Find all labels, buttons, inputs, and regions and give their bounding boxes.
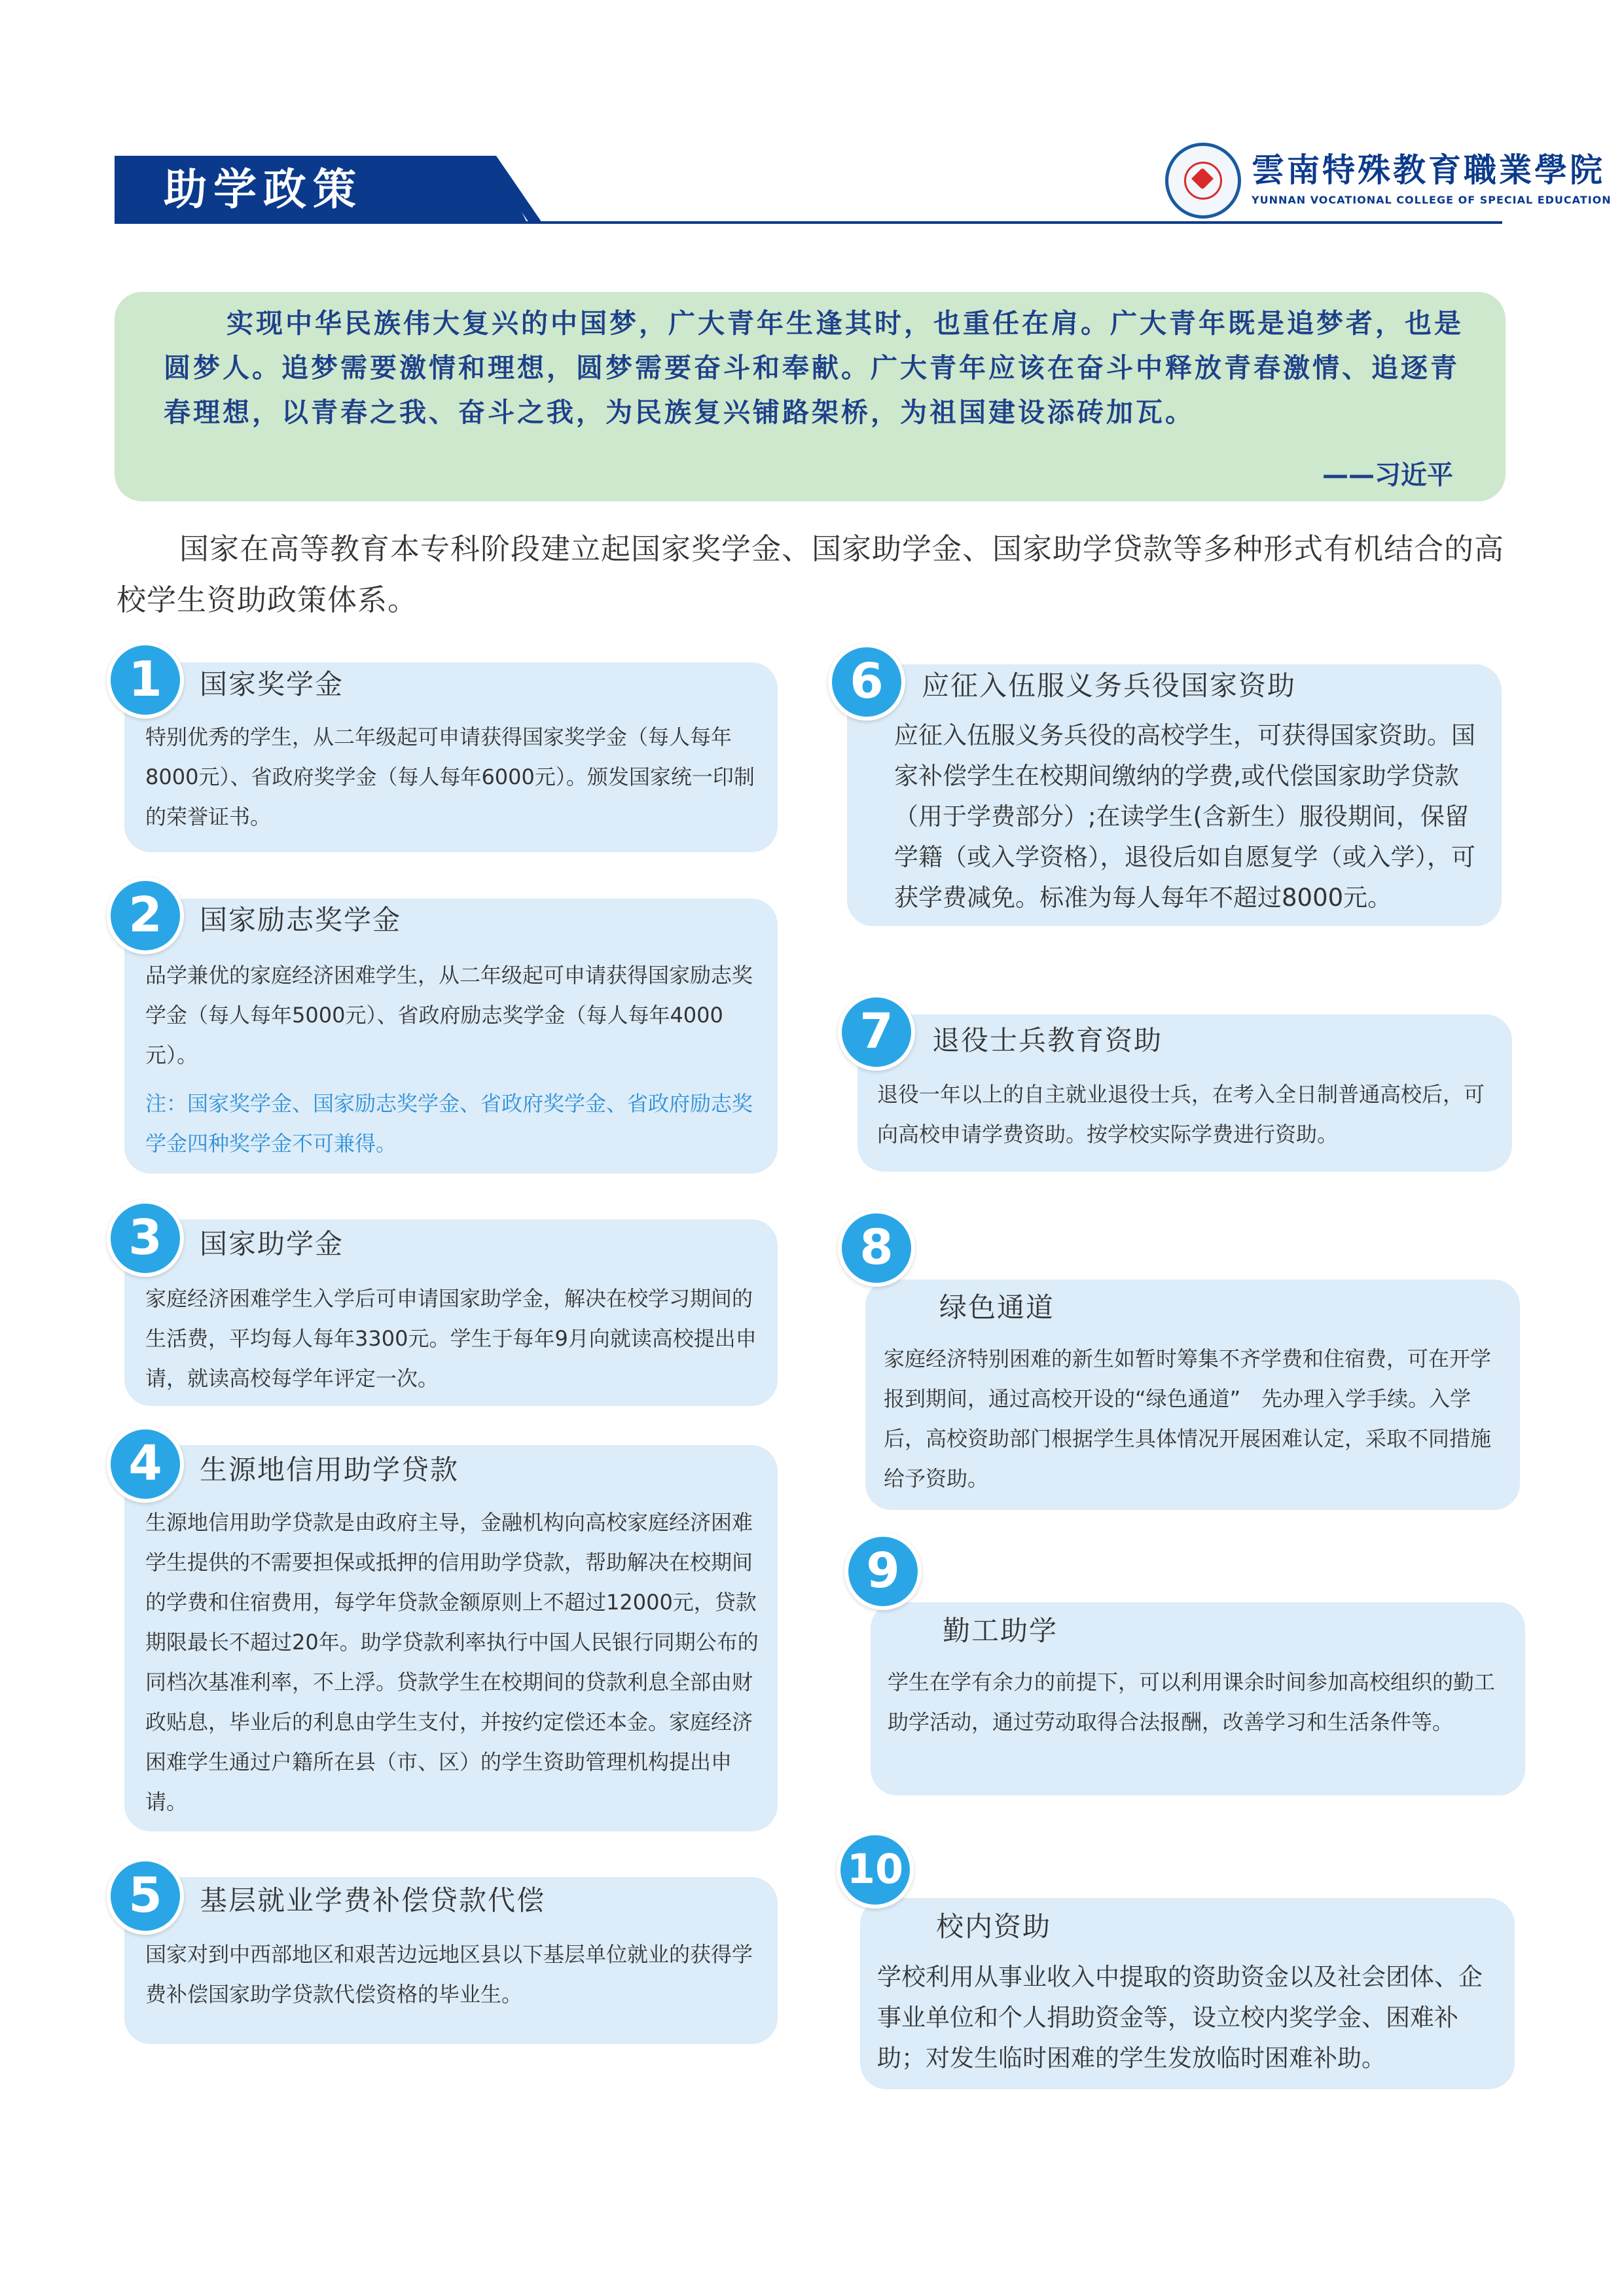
card-7-number: 7 (838, 994, 915, 1071)
card-5-body: 国家对到中西部地区和艰苦边远地区县以下基层单位就业的获得学费补偿国家助学贷款代偿资格的毕业生。 (145, 1942, 753, 2007)
school-seal-logo (1165, 143, 1241, 219)
card-8-number: 8 (838, 1210, 915, 1287)
card-2-body: 品学兼优的家庭经济困难学生，从二年级起可申请获得国家励志奖学金（每人每年5000元）、省政府励志奖学金（每人每年4000元）。 (145, 963, 753, 1067)
card-9-title: 勤工助学 (943, 1615, 1058, 1647)
card-9-number: 9 (844, 1533, 922, 1610)
card-3-title: 国家助学金 (200, 1228, 344, 1260)
card-10-title: 校内资助 (936, 1910, 1052, 1943)
header-stripes-decoration (393, 156, 543, 223)
school-name-en: YUNNAN VOCATIONAL COLLEGE OF SPECIAL EDUCATION (1252, 194, 1612, 206)
card-10-number: 10 (837, 1831, 914, 1909)
card-5-number: 5 (107, 1857, 184, 1935)
card-1-body: 特别优秀的学生，从二年级起可申请获得国家奖学金（每人每年8000元）、省政府奖学金（每人每年6000元）。颁发国家统一印制的荣誉证书。 (145, 725, 755, 829)
card-4-number: 4 (107, 1426, 184, 1503)
card-3-body: 家庭经济困难学生入学后可申请国家助学金，解决在校学习期间的生活费，平均每人每年3300元。学生于每年9月向就读高校提出申请，就读高校每学年评定一次。 (145, 1286, 757, 1391)
card-4-body: 生源地信用助学贷款是由政府主导，金融机构向高校家庭经济困难学生提供的不需要担保或抵押的信用助学贷款，帮助解决在校期间的学费和住宿费用，每学年贷款金额原则上不超过12000元，贷款期限最长不超过20年。助学贷款利率执行中国人民银行同期公布的同档次基准利率，不上浮。贷款学生在校期间的贷款利息全部由财政贴息，毕业后的利息由学生支付，并按约定偿还本金。家庭经济困难学生通过户籍所在县（市、区）的学生资助管理机构提出申请。 (145, 1510, 759, 1814)
card-9-body: 学生在学有余力的前提下，可以利用课余时间参加高校组织的勤工助学活动，通过劳动取得合法报酬，改善学习和生活条件等。 (888, 1670, 1496, 1734)
card-7-body: 退役一年以上的自主就业退役士兵，在考入全日制普通高校后，可向高校申请学费资助。按学校实际学费进行资助。 (877, 1082, 1485, 1147)
card-1-title: 国家奖学金 (200, 668, 344, 700)
card-5-title: 基层就业学费补偿贷款代偿 (200, 1884, 546, 1916)
quote-source: ——习近平 (1322, 460, 1453, 490)
school-name-cn: 雲南特殊教育職業學院 (1252, 151, 1605, 189)
quote-text: 实现中华民族伟大复兴的中国梦，广大青年生逢其时，也重任在肩。广大青年既是追梦者，也是圆梦人。追梦需要激情和理想，圆梦需要奋斗和奉献。广大青年应该在奋斗中释放青春激情、追逐青春理想，以青春之我、奋斗之我，为民族复兴铺路架桥，为祖国建设添砖加瓦。 (164, 308, 1464, 428)
card-8-title: 绿色通道 (939, 1291, 1055, 1323)
card-2-title: 国家励志奖学金 (200, 904, 402, 936)
card-10-body: 学校利用从事业收入中提取的资助资金以及社会团体、企事业单位和个人捐助资金等，设立校内奖学金、困难补助；对发生临时困难的学生发放临时困难补助。 (877, 1963, 1483, 2072)
card-1-number: 1 (107, 641, 184, 719)
card-6-body: 应征入伍服义务兵役的高校学生，可获得国家资助。国家补偿学生在校期间缴纳的学费,或代偿国家助学贷款（用于学费部分）;在读学生(含新生）服役期间，保留学籍（或入学资格），退役后如自愿复学（或入学），可获学费减免。标准为每人每年不超过8000元。 (894, 721, 1475, 912)
card-6-title: 应征入伍服义务兵役国家资助 (922, 670, 1297, 702)
card-8-body: 家庭经济特别困难的新生如暂时筹集不齐学费和住宿费，可在开学报到期间，通过高校开设的“绿色通道” 先办理入学手续。入学后，高校资助部门根据学生具体情况开展困难认定，采取不同措施给予资助。 (884, 1346, 1492, 1491)
page-title: 助学政策 (164, 164, 363, 215)
card-7-title: 退役士兵教育资助 (932, 1024, 1163, 1056)
intro-paragraph: 国家在高等教育本专科阶段建立起国家奖学金、国家助学金、国家助学贷款等多种形式有机结合的高校学生资助政策体系。 (117, 531, 1505, 617)
card-4-title: 生源地信用助学贷款 (200, 1454, 460, 1486)
card-3-number: 3 (107, 1200, 184, 1277)
card-2-number: 2 (107, 877, 184, 954)
card-6-number: 6 (828, 643, 905, 721)
header-rule (115, 221, 1502, 224)
card-2-note: 注：国家奖学金、国家励志奖学金、省政府奖学金、省政府励志奖学金四种奖学金不可兼得。 (145, 1091, 753, 1156)
